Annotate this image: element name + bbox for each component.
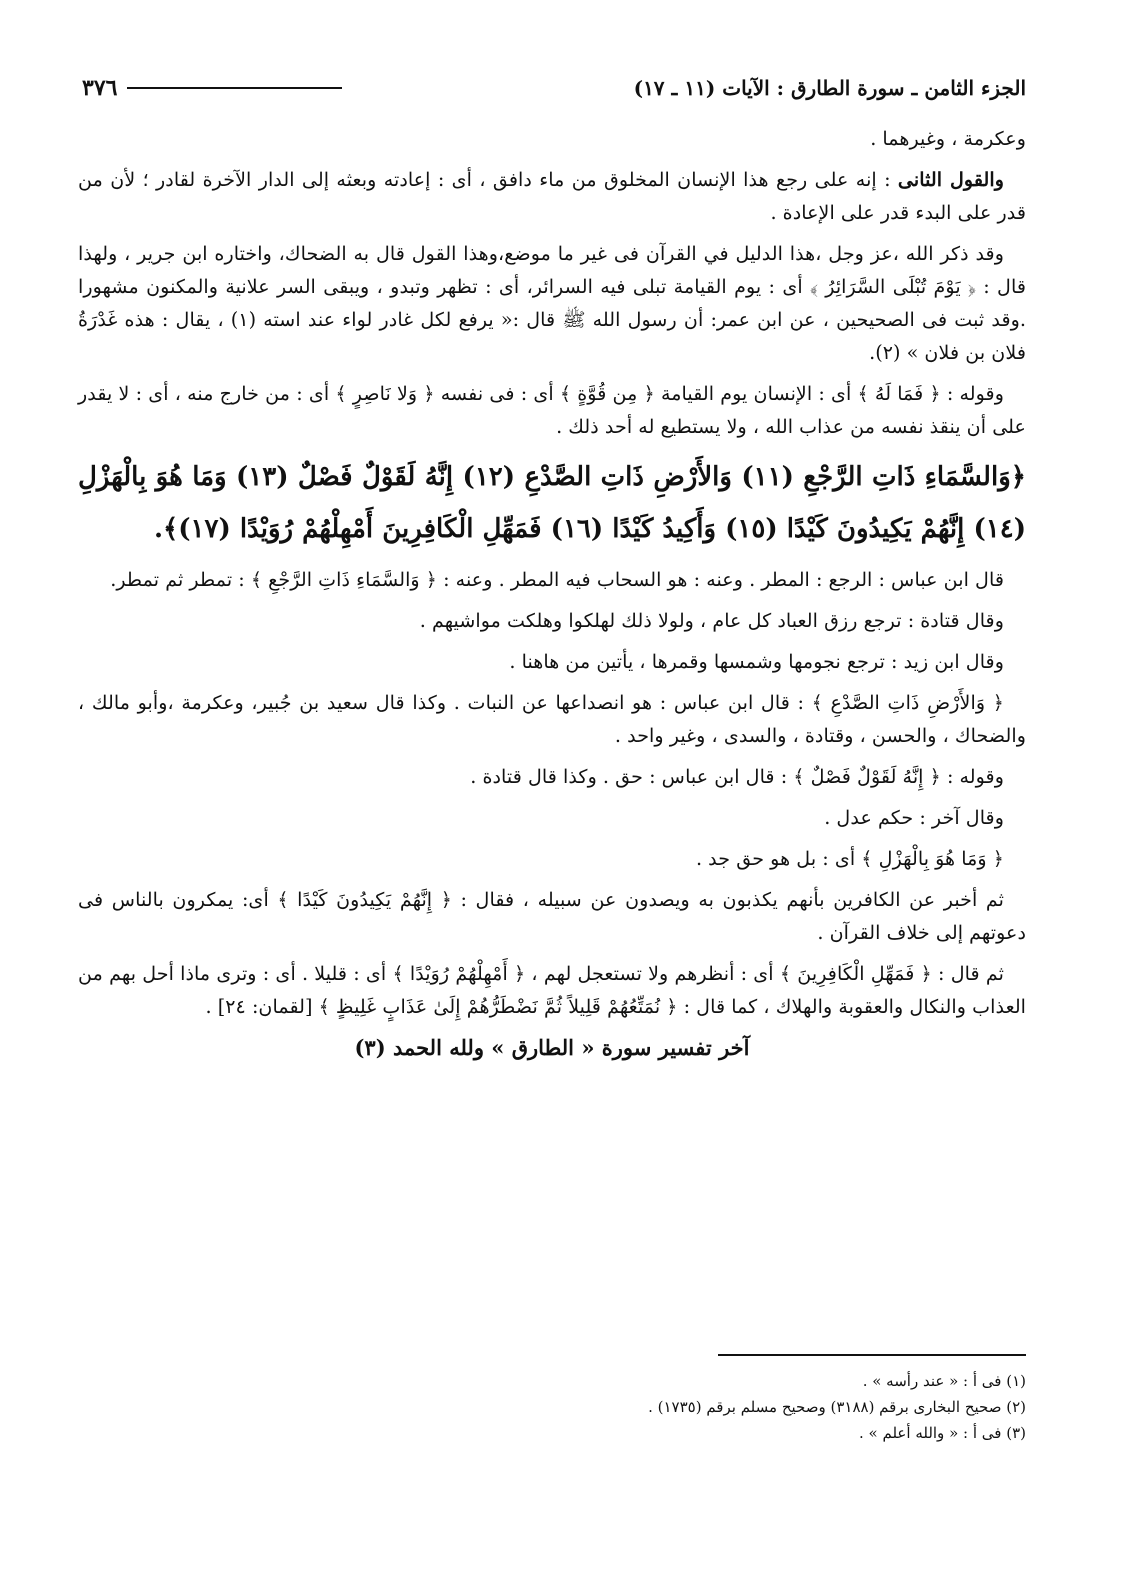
header-rule bbox=[127, 87, 342, 89]
paragraph-2 bbox=[78, 163, 1026, 229]
paragraph-2-text: : إنه على رجع هذا الإنسان المخلوق من ماء دافق ، أى : إعادته وبعثه إلى الدار الآخرة لقادر ؛ لأن من قدر على البدء قدر على الإعادة . bbox=[78, 168, 1026, 224]
footnote-1: (١) فى أ : « عند رأسه » . bbox=[862, 1372, 1026, 1390]
footnotes bbox=[560, 1368, 1026, 1446]
quran-verses: ﴿وَالسَّمَاءِ ذَاتِ الرَّجْعِ (١١) وَالأَرْضِ ذَاتِ الصَّدْعِ (١٢) إِنَّهُ لَقَوْلٌ فَصْلٌ (١٣) وَمَا هُوَ بِالْهَزْلِ (١٤) إِنَّهُمْ يَكِيدُونَ كَيْدًا (١٥) وَأَكِيدُ كَيْدًا (١٦) فَمَهِّلِ الْكَافِرِينَ أَمْهِلْهُمْ رُوَيْدًا (١٧)﴾. bbox=[78, 462, 1026, 544]
surah-closing: آخر تفسير سورة « الطارق » ولله الحمد (٣) bbox=[354, 1035, 750, 1060]
footnote-2: (٢) صحيح البخارى برقم (٣١٨٨) وصحيح مسلم برقم (١٧٣٥) . bbox=[648, 1398, 1026, 1416]
paragraph-11: ﴿ وَمَا هُوَ بِالْهَزْلِ ﴾ أى : بل هو حق جد . bbox=[695, 847, 1004, 870]
paragraph-6: وقال قتادة : ترجع رزق العباد كل عام ، ولولا ذلك لهلكوا وهلكت مواشيهم . bbox=[419, 609, 1004, 632]
paragraph-7: وقال ابن زيد : ترجع نجومها وشمسها وقمرها ، يأتين من هاهنا . bbox=[509, 650, 1004, 673]
paragraph-4: وقوله : ﴿ فَمَا لَهُ ﴾ أى : الإنسان يوم القيامة ﴿ مِن قُوَّةٍ ﴾ أى : فى نفسه ﴿ وَلا نَاصِرٍ ﴾ أى : من خارج منه ، أى : لا يقدر على أن ينقذ نفسه من عذاب الله ، ولا يستطيع له أحد ذلك . bbox=[78, 382, 1026, 438]
paragraph-2-lead: والقول الثانى bbox=[897, 168, 1004, 191]
page-number: ٣٧٦ bbox=[82, 75, 118, 101]
header-left bbox=[78, 75, 342, 101]
running-header bbox=[78, 68, 1026, 108]
footnote-rule bbox=[718, 1354, 1026, 1356]
paragraph-10: وقال آخر : حكم عدل . bbox=[824, 806, 1004, 829]
paragraph-3: وقد ذكر الله ،عز وجل ،هذا الدليل في القرآن فى غير ما موضع،وهذا القول قال به الضحاك، واختاره ابن جرير ، ولهذا قال : ﴿ يَوْمَ تُبْلَى السَّرَائِرُ ﴾ أى : يوم القيامة تبلى فيه السرائر، أى : تظهر وتبدو ، ويبقى السر علانية والمكنون مشهورا .وقد ثبت فى الصحيحين ، عن ابن عمر: أن رسول الله ﷺ قال :« يرفع لكل غادر لواء عند استه (١) ، يقال : هذه غَدْرَةُ فلان بن فلان » (٢). bbox=[78, 242, 1026, 364]
paragraph-13: ثم قال : ﴿ فَمَهِّلِ الْكَافِرِينَ ﴾ أى : أنظرهم ولا تستعجل لهم ، ﴿ أَمْهِلْهُمْ رُوَيْدًا ﴾ أى : قليلا . أى : وترى ماذا أحل بهم من العذاب والنكال والعقوبة والهلاك ، كما قال : ﴿ نُمَتِّعُهُمْ قَلِيلاً ثُمَّ نَضْطَرُّهُمْ إِلَىٰ عَذَابٍ غَلِيظٍ ﴾ [لقمان: ٢٤] . bbox=[78, 962, 1026, 1018]
paragraph-1: وعكرمة ، وغيرهما . bbox=[870, 127, 1026, 150]
paragraph-12: ثم أخبر عن الكافرين بأنهم يكذبون به ويصدون عن سبيله ، فقال : ﴿ إِنَّهُمْ يَكِيدُونَ كَيْدًا ﴾ أى: يمكرون بالناس فى دعوتهم إلى خلاف القرآن . bbox=[78, 888, 1026, 944]
paragraph-5: قال ابن عباس : الرجع : المطر . وعنه : هو السحاب فيه المطر . وعنه : ﴿ وَالسَّمَاءِ ذَاتِ الرَّجْعِ ﴾ : تمطر ثم تمطر. bbox=[110, 568, 1004, 591]
footnote-3: (٣) فى أ : « والله أعلم » . bbox=[859, 1424, 1026, 1442]
header-title: الجزء الثامن ـ سورة الطارق : الآيات (١١ ـ ١٧) bbox=[633, 76, 1026, 100]
page-body bbox=[78, 122, 1026, 1072]
paragraph-9: وقوله : ﴿ إِنَّهُ لَقَوْلٌ فَصْلٌ ﴾ : قال ابن عباس : حق . وكذا قال قتادة . bbox=[470, 765, 1004, 788]
paragraph-8: ﴿ وَالأَرْضِ ذَاتِ الصَّدْعِ ﴾ : قال ابن عباس : هو انصداعها عن النبات . وكذا قال سعيد بن جُبير، وعكرمة ،وأبو مالك ، والضحاك ، والحسن ، وقتادة ، والسدى ، وغير واحد . bbox=[78, 691, 1026, 747]
